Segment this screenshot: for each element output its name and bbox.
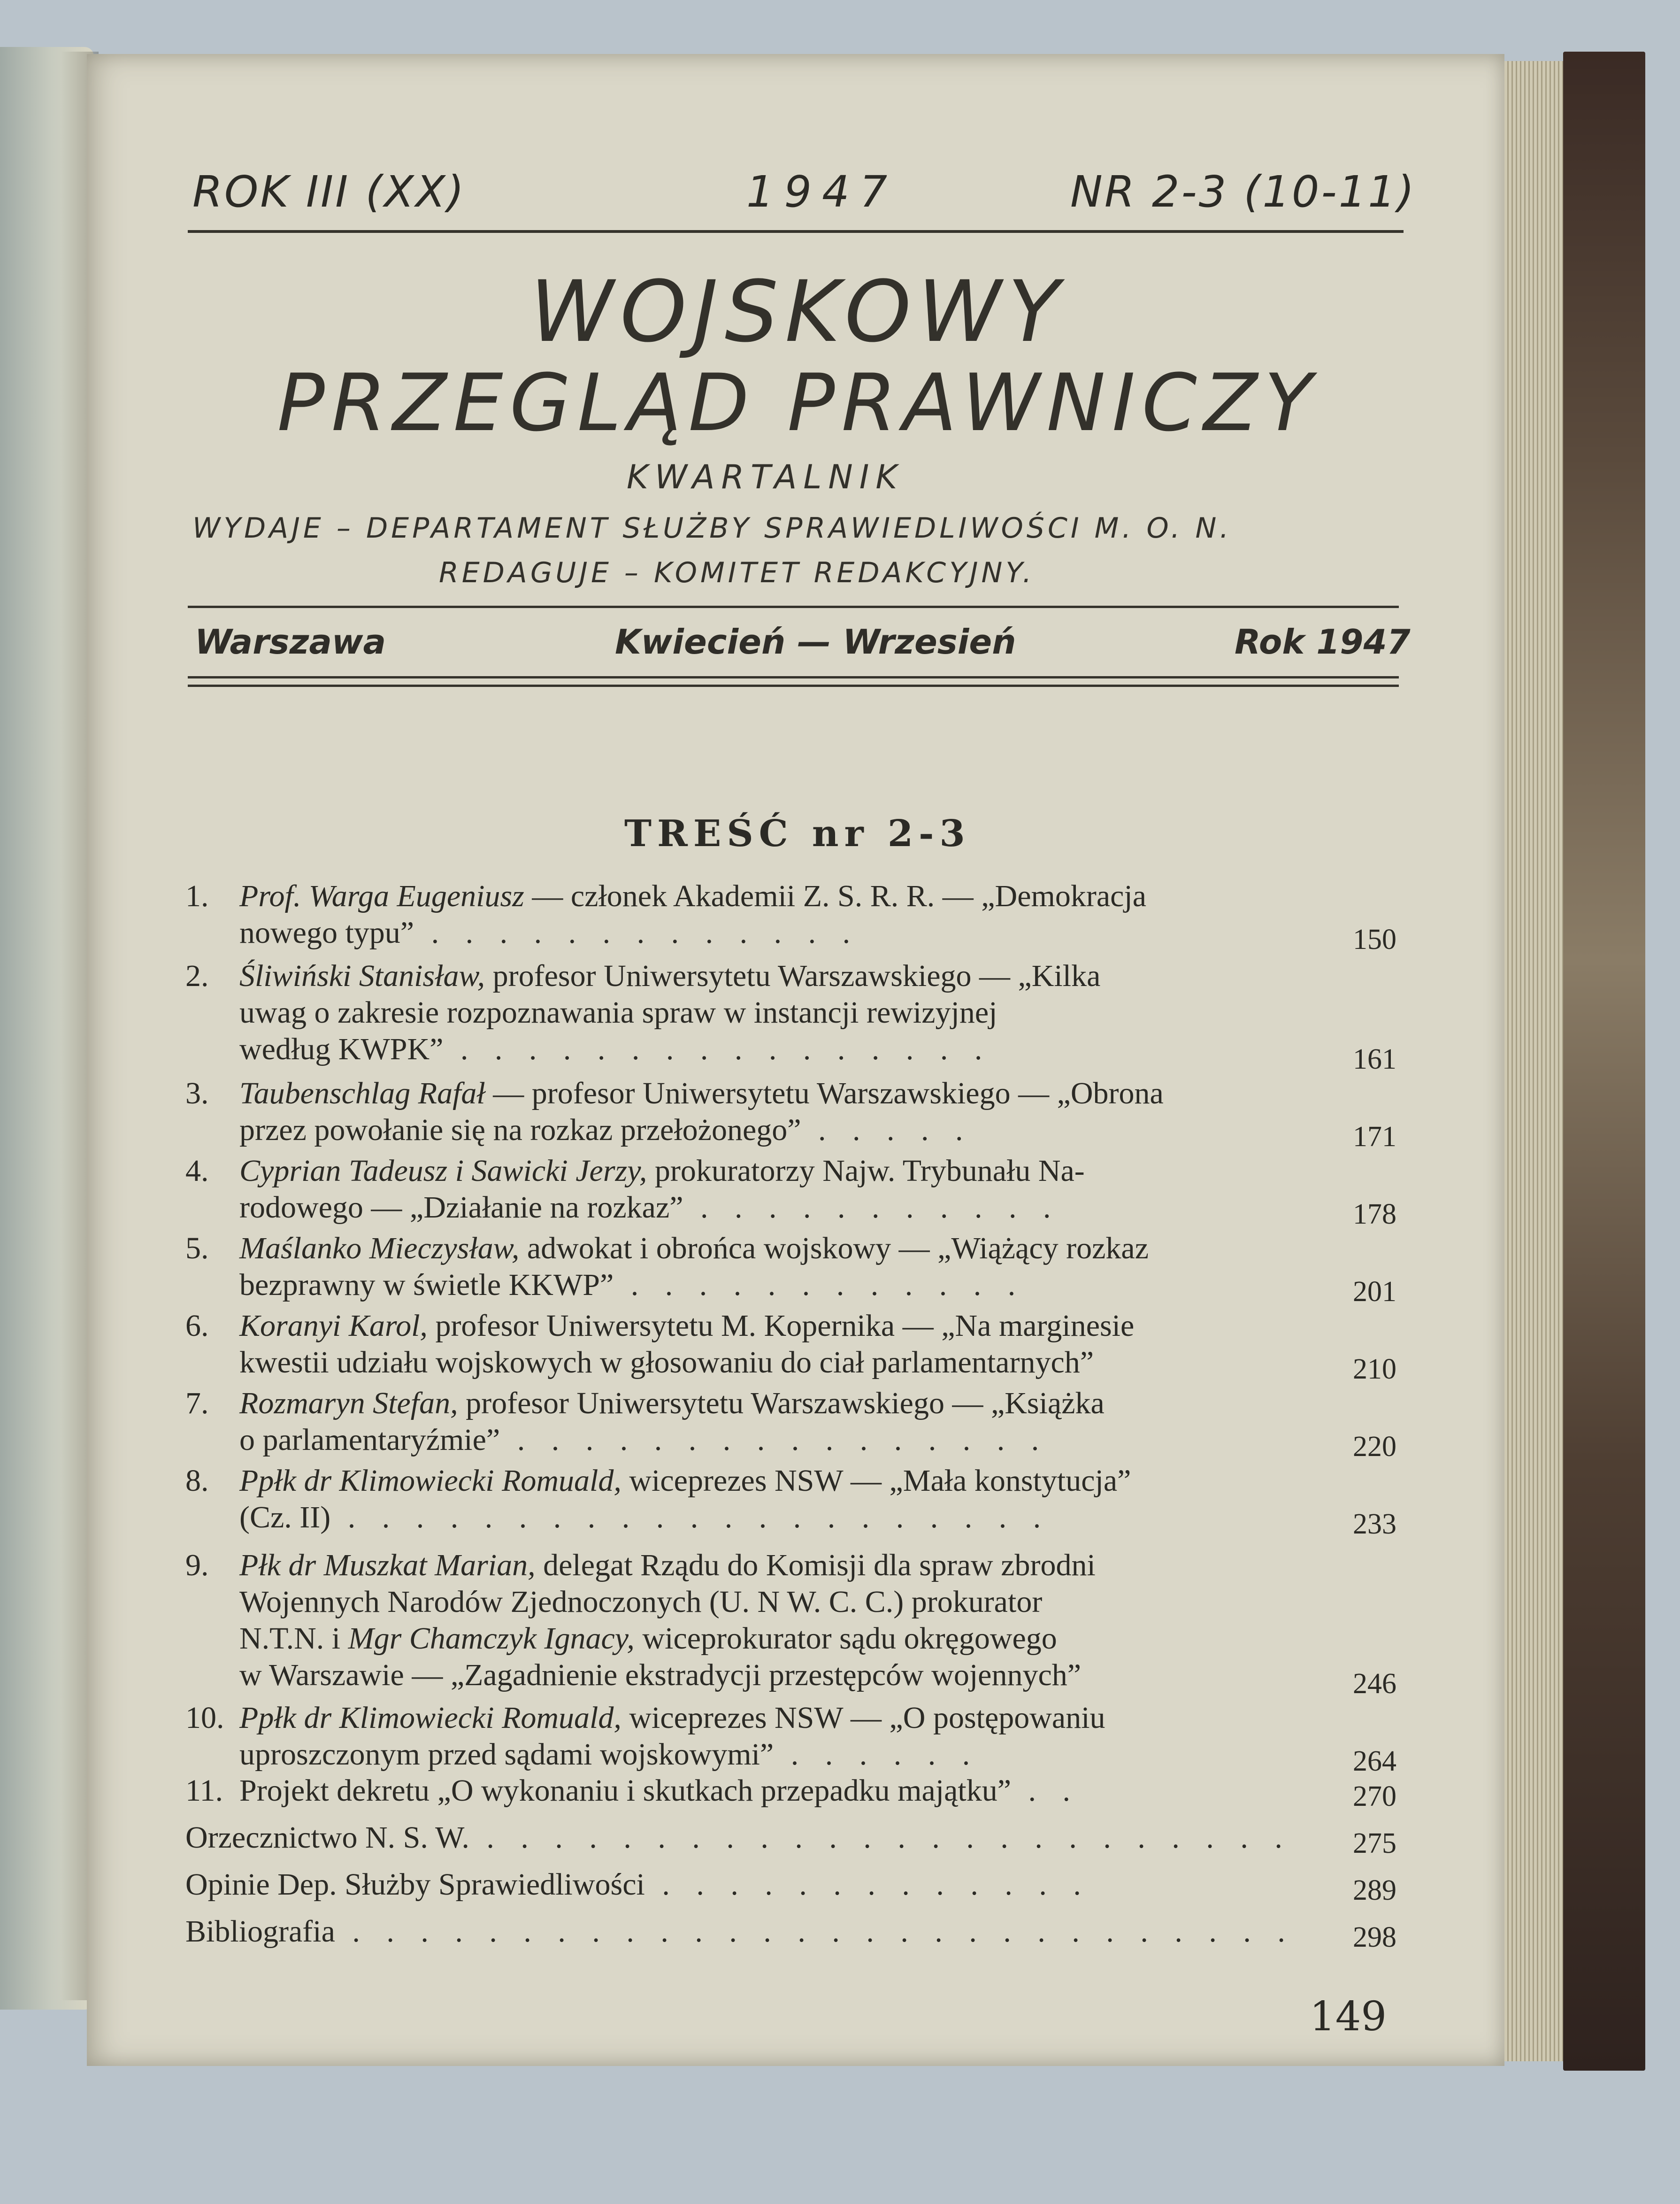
toc-title-line: (Cz. II)	[239, 1500, 331, 1534]
toc-title-line: Wojennych Narodów Zjednoczonych (U. N W. C. C.) prokurator	[239, 1585, 1043, 1619]
toc-title-line: w Warszawie — „Zagadnienie ekstradycji przestępców wojennych”	[239, 1658, 1082, 1692]
toc-entry: 7. Rozmaryn Stefan, profesor Uniwersytetu Warszawskiego — „Książka o parlamentaryźmie” . . . . . . . . . . . . . . . . 220	[185, 1385, 1396, 1465]
toc-title-line: bezprawny w świetle KKWP”	[239, 1268, 614, 1302]
toc-title-line: profesor Uniwersytetu Warszawskiego — „Książka	[458, 1386, 1105, 1420]
toc-page-number: 233	[1353, 1508, 1396, 1540]
header-issue-number: NR 2-3 (10-11)	[1070, 167, 1416, 217]
toc-entry-number: 11.	[185, 1773, 223, 1808]
toc-entry-number: 7.	[185, 1386, 209, 1420]
header-rule	[188, 230, 1404, 233]
toc-entry: 11. Projekt dekretu „O wykonaniu i skutkach przepadku majątku” . . 270	[185, 1772, 1396, 1815]
toc-entry: 8. Ppłk dr Klimowiecki Romuald, wiceprezes NSW — „Mała konstytucja” (Cz. II) . . . . . . . . . . . . . . . . . . . . . 233	[185, 1463, 1396, 1542]
toc-title-line: adwokat i obrońca wojskowy — „Wiążący rozkaz	[519, 1231, 1149, 1265]
toc-title-line: N.T.N. i	[239, 1621, 348, 1656]
toc-title-line: Orzecznictwo N. S. W.	[185, 1820, 469, 1855]
editor-line: REDAGUJE – KOMITET REDAKCYJNY.	[439, 556, 1035, 589]
kwartalnik-label: KWARTALNIK	[627, 458, 904, 496]
toc-entry-number: 5.	[185, 1231, 209, 1265]
toc-page-number: 298	[1353, 1921, 1396, 1953]
toc-entry-number: 3.	[185, 1076, 209, 1110]
toc-page-number: 289	[1353, 1874, 1396, 1906]
toc-entry-number: 4.	[185, 1154, 209, 1188]
toc-title-line: profesor Uniwersytetu Warszawskiego — „Kilka	[485, 959, 1101, 993]
header-volume: ROK III (XX)	[192, 167, 466, 217]
toc-author: Śliwiński Stanisław,	[239, 959, 485, 993]
toc-title-line: kwestii udziału wojskowych w głosowaniu do ciał parlamentarnych”	[239, 1345, 1094, 1379]
toc-title-line: przez powołanie się na rozkaz przełożonego”	[239, 1113, 801, 1147]
toc-title-line: nowego typu”	[239, 916, 414, 950]
toc-entry-number: 2.	[185, 959, 209, 993]
toc-title-line: Projekt dekretu „O wykonaniu i skutkach przepadku majątku”	[239, 1773, 1012, 1808]
toc-title-line: Bibliografia	[185, 1914, 335, 1949]
toc-entry: 10. Ppłk dr Klimowiecki Romuald, wiceprezes NSW — „O postępowaniu uproszczonym przed sądami wojskowymi” . . . . . . 264	[185, 1700, 1396, 1780]
toc-entry: Opinie Dep. Służby Sprawiedliwości . . . . . . . . . . . . . 289	[185, 1866, 1396, 1909]
toc-author: Prof. Warga Eugeniusz	[239, 879, 524, 913]
toc-entry-number: 9.	[185, 1548, 209, 1582]
toc-title-line: wiceprokurator sądu okręgowego	[634, 1621, 1057, 1656]
toc-page-number: 201	[1353, 1276, 1396, 1308]
toc-entry: 3. Taubenschlag Rafał — profesor Uniwersytetu Warszawskiego — „Obrona przez powołanie się na rozkaz przełożonego” . . . . . 171	[185, 1075, 1396, 1155]
toc-author: Taubenschlag Rafał	[239, 1076, 485, 1110]
toc-entry-number: 8.	[185, 1464, 209, 1498]
toc-author: Ppłk dr Klimowiecki Romuald,	[239, 1464, 621, 1498]
publisher-line: WYDAJE – DEPARTAMENT SŁUŻBY SPRAWIEDLIWOŚCI M. O. N.	[192, 512, 1232, 545]
toc-entry: Bibliografia . . . . . . . . . . . . . . . . . . . . . . . . . . . . 298	[185, 1913, 1396, 1956]
toc-page-number: 264	[1353, 1745, 1396, 1777]
toc-author: Rozmaryn Stefan,	[239, 1386, 458, 1420]
toc-entry: Orzecznictwo N. S. W. . . . . . . . . . . . . . . . . . . . . . . . . 275	[185, 1819, 1396, 1862]
toc-author: Mgr Chamczyk Ignacy,	[348, 1621, 635, 1656]
toc-title-line: delegat Rządu do Komisji dla spraw zbrodni	[535, 1548, 1096, 1582]
toc-author: Ppłk dr Klimowiecki Romuald,	[239, 1701, 621, 1735]
imprint-rule-top	[188, 606, 1399, 608]
contents-heading: TREŚĆ nr 2-3	[624, 812, 971, 855]
toc-title-line: — profesor Uniwersytetu Warszawskiego — „Obrona	[485, 1076, 1164, 1110]
toc-entry: 2. Śliwiński Stanisław, profesor Uniwersytetu Warszawskiego — „Kilka uwag o zakresie rozpoznawania spraw w instancji rewizyjnej według KWPK” . . . . . . . . . . . . . . . . 161	[185, 958, 1396, 1078]
toc-page-number: 210	[1353, 1353, 1396, 1385]
imprint-rule-bottom-2	[188, 685, 1399, 687]
toc-entry	[185, 1308, 1396, 1387]
toc-entry-number: 1.	[185, 879, 209, 913]
toc-entry: 1. Prof. Warga Eugeniusz — członek Akademii Z. S. R. R. — „Demokracja nowego typu” . . . . . . . . . . . . . 150	[185, 878, 1396, 958]
toc-title-line: uwag o zakresie rozpoznawania spraw w instancji rewizyjnej	[239, 995, 997, 1030]
toc-page-number: 161	[1353, 1043, 1396, 1075]
toc-title-line: według KWPK”	[239, 1032, 444, 1066]
toc-title-line: wiceprezes NSW — „Mała konstytucja”	[621, 1464, 1131, 1498]
toc-page-number: 220	[1353, 1431, 1396, 1463]
toc-title-line: wiceprezes NSW — „O postępowaniu	[621, 1701, 1105, 1735]
toc-title-line: profesor Uniwersytetu M. Kopernika — „Na marginesie	[427, 1309, 1135, 1343]
toc-author: Koranyi Karol,	[239, 1309, 428, 1343]
header-year: 1947	[746, 167, 898, 217]
imprint-rule-bottom-1	[188, 676, 1399, 678]
toc-title-line: prokuratorzy Najw. Trybunału Na-	[647, 1154, 1085, 1188]
toc-entry: 4. Cyprian Tadeusz i Sawicki Jerzy, prokuratorzy Najw. Trybunału Na- rodowego — „Działanie na rozkaz” . . . . . . . . . . . 178	[185, 1153, 1396, 1233]
toc-page-number: 246	[1353, 1668, 1396, 1700]
toc-title-line: — członek Akademii Z. S. R. R. — „Demokracja	[524, 879, 1147, 913]
toc-author: Cyprian Tadeusz i Sawicki Jerzy,	[239, 1154, 647, 1188]
toc-title-line: uproszczonym przed sądami wojskowymi”	[239, 1737, 774, 1772]
toc-author: Maślanko Mieczysław,	[239, 1231, 520, 1265]
toc-title-line: Opinie Dep. Służby Sprawiedliwości	[185, 1867, 645, 1902]
journal-title-line2: PRZEGLĄD PRAWNICZY	[277, 357, 1319, 449]
toc-title-line: o parlamentaryźmie”	[239, 1423, 500, 1457]
toc-entry-number: 10.	[185, 1701, 224, 1735]
toc-entry: 5. Maślanko Mieczysław, adwokat i obrońca wojskowy — „Wiążący rozkaz bezprawny w świetle KKWP” . . . . . . . . . . . . 201	[185, 1230, 1396, 1310]
toc-page-number: 178	[1353, 1198, 1396, 1230]
toc-page-number: 171	[1353, 1121, 1396, 1153]
toc-entry	[185, 1547, 1396, 1702]
imprint-city: Warszawa	[195, 622, 386, 662]
toc-page-number: 270	[1353, 1780, 1396, 1812]
toc-title-line: rodowego — „Działanie na rozkaz”	[239, 1190, 683, 1225]
page-number: 149	[1310, 1993, 1387, 2040]
toc-author: Płk dr Muszkat Marian,	[239, 1548, 536, 1582]
journal-title-line1: WOJSKOWY	[530, 263, 1066, 361]
imprint-period: Kwiecień — Wrzesień	[615, 622, 1016, 662]
toc-page-number: 275	[1353, 1827, 1396, 1859]
toc-entry-number: 6.	[185, 1309, 209, 1343]
imprint-year: Rok 1947	[1235, 622, 1411, 662]
toc-page-number: 150	[1353, 924, 1396, 956]
